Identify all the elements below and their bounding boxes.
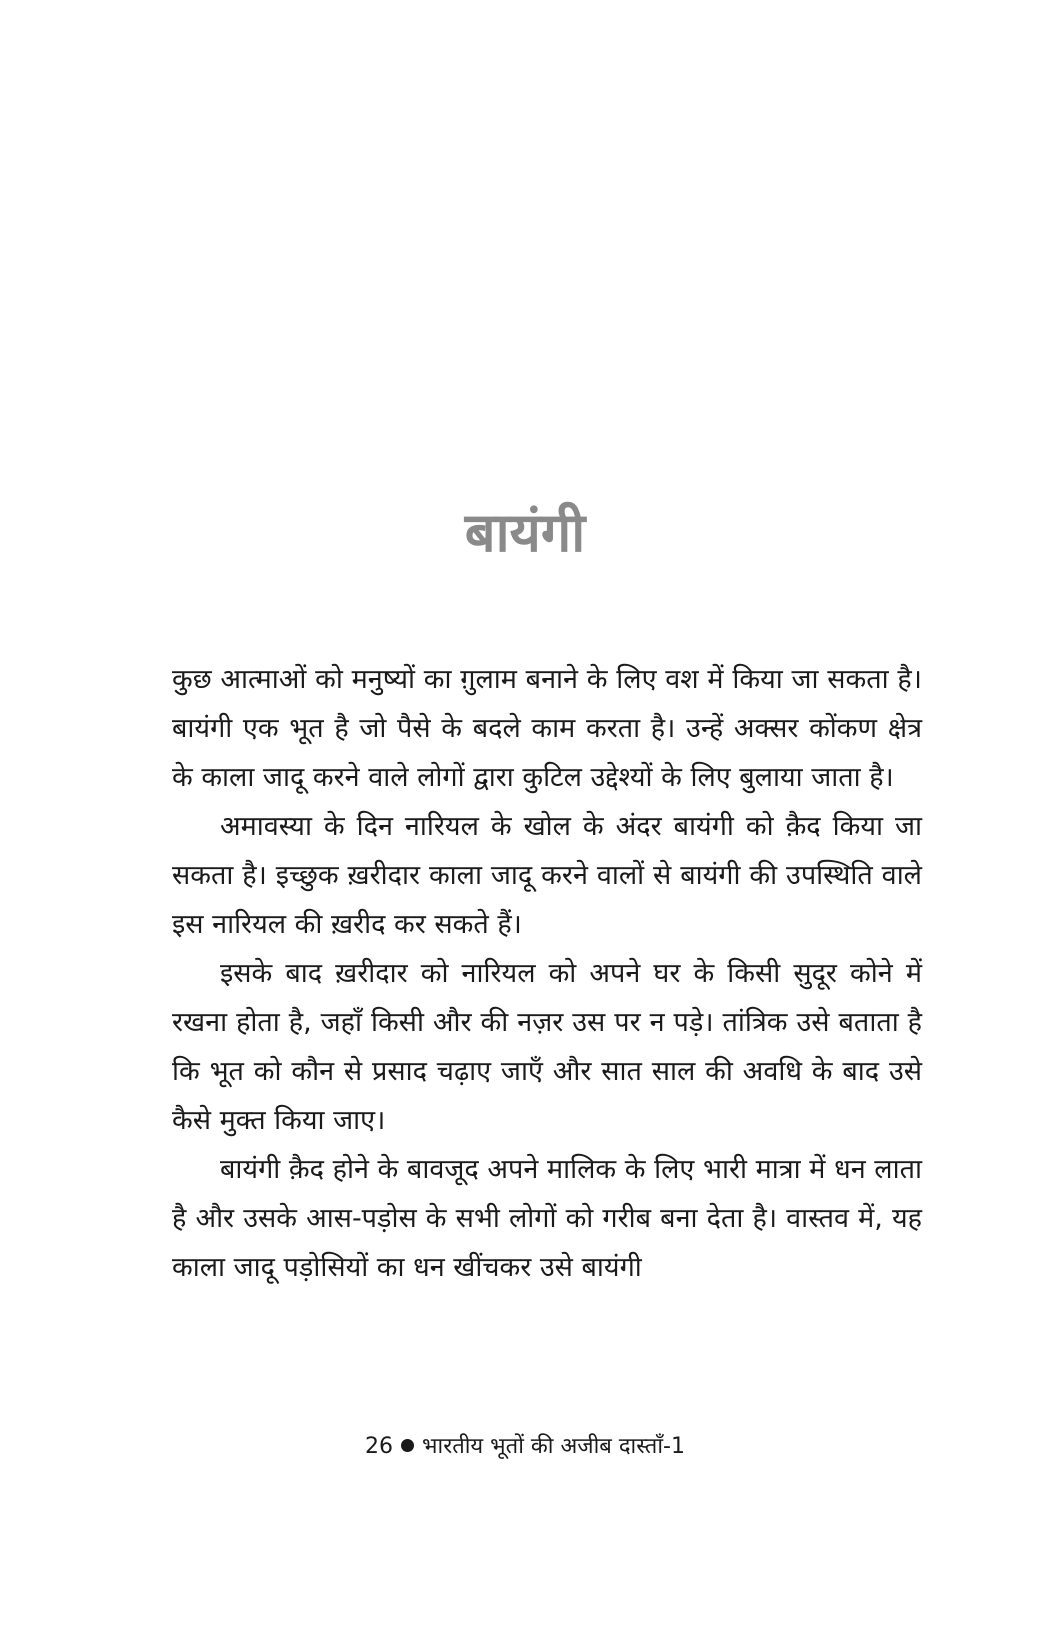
paragraph-1: कुछ आत्माओं को मनुष्यों का ग़ुलाम बनाने के लिए वश में किया जा सकता है। बायंगी एक भूत है जो पैसे के बदले काम करता है। उन्हें अक्सर कोंकण क्षेत्र के काला जादू करने वाले लोगों द्वारा कुटिल उद्देश्यों के लिए बुलाया जाता है। <box>172 664 922 793</box>
paragraph-3: इसके बाद ख़रीदार को नारियल को अपने घर के किसी सुदूर कोने में रखना होता है, जहाँ किसी और की नज़र उस पर न पड़े। तांत्रिक उसे बताता है कि भूत को कौन से प्रसाद चढ़ाए जाएँ और सात साल की अवधि के बाद उसे कैसे मुक्त किया जाए। <box>172 958 922 1136</box>
paragraph-2: अमावस्या के दिन नारियल के खोल के अंदर बायंगी को क़ैद किया जा सकता है। इच्छुक ख़रीदार काला जादू करने वालों से बायंगी की उपस्थिति वाले इस नारियल की ख़रीद कर सकते हैं। <box>172 811 922 940</box>
book-title: भारतीय भूतों की अजीब दास्ताँ-1 <box>422 1434 685 1459</box>
paragraph-4: बायंगी क़ैद होने के बावजूद अपने मालिक के लिए भारी मात्रा में धन लाता है और उसके आस-पड़ोस के सभी लोगों को गरीब बना देता है। वास्तव में, यह काला जादू पड़ोसियों का धन खींचकर उसे बायंगी <box>172 1154 922 1283</box>
chapter-title: बायंगी <box>464 501 586 564</box>
page-footer <box>0 1432 1050 1462</box>
page-number: 26 <box>365 1434 394 1459</box>
bullet-separator-icon <box>401 1439 414 1452</box>
chapter-body <box>172 655 922 1292</box>
